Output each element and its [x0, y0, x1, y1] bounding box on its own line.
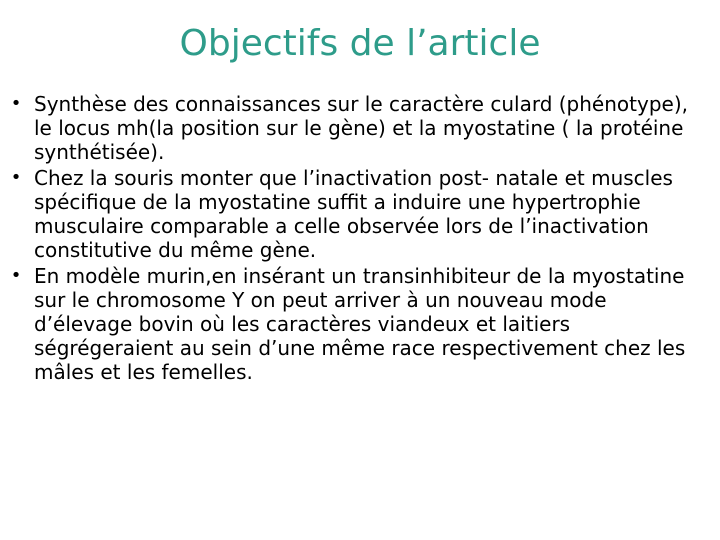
bullet-icon: •: [10, 93, 22, 114]
bullet-icon: •: [10, 265, 22, 286]
slide-title: Objectifs de l’article: [179, 23, 541, 64]
bullet-list: [6, 92, 710, 386]
bullet-text: En modèle murin,en insérant un transinhibiteur de la myostatine sur le chromosome Y on peut arriver à un nouveau mode d’élevage bovin où les caractères viandeux et laitiers ségrégeraient au sein d’une même race respectivement chez les mâles et les femelles.: [34, 264, 686, 384]
bullet-item: [6, 264, 710, 384]
bullet-icon: •: [10, 167, 22, 188]
bullet-item: [6, 166, 710, 262]
bullet-item: [6, 92, 710, 164]
bullet-text: Synthèse des connaissances sur le caractère culard (phénotype), le locus mh(la position sur le gène) et la myostatine ( la protéine synthétisée).: [34, 92, 688, 164]
bullet-text: Chez la souris monter que l’inactivation post- natale et muscles spécifique de la myostatine suffit a induire une hypertrophie musculaire comparable a celle observée lors de l’inactivation constitutive du même gène.: [34, 166, 673, 262]
